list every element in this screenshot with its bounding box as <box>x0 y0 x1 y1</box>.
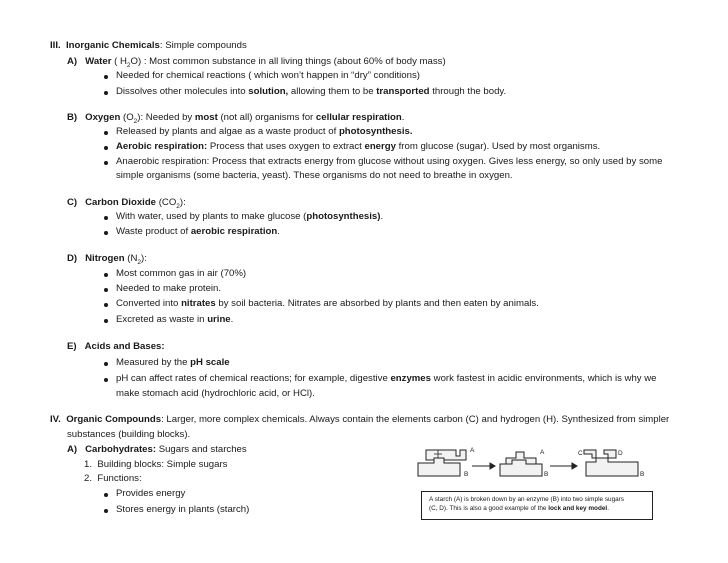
enzyme-shape <box>586 458 638 476</box>
item-letter: A) <box>67 444 78 455</box>
bold-term: cellular respiration <box>315 112 402 123</box>
oxygen-heading: B) Oxygen $(O_2)$: Needed by most (not all) organisms for cellular respiration. <box>67 112 405 125</box>
bold-term: enzymes <box>390 373 431 384</box>
bullet-dot <box>104 288 108 292</box>
bullet-dot <box>104 303 108 307</box>
text: Provides energy <box>116 488 186 499</box>
section-iii-heading <box>50 40 247 52</box>
bold-term: photosynthesis) <box>306 211 381 222</box>
co2-heading <box>67 197 186 209</box>
bold-term: photosynthesis. <box>338 126 413 137</box>
section-number: IV. <box>50 414 61 425</box>
text: . <box>607 505 609 512</box>
bold-term: lock and key model <box>548 505 608 512</box>
text: (C, D). This is also a good example of the <box>429 505 549 512</box>
arrow-head <box>572 463 577 469</box>
item-title: Water <box>85 56 112 67</box>
sugar-shape <box>604 450 616 458</box>
diagram-caption-box <box>421 491 653 520</box>
bullet-dot <box>104 216 108 220</box>
oxygen-bullet-2 <box>116 141 600 153</box>
text: . <box>277 226 280 237</box>
acids-bullet-2-cont <box>116 388 315 400</box>
label-b: B <box>640 471 645 478</box>
list-number: 2. <box>84 473 93 484</box>
bullet-dot <box>104 493 108 497</box>
nitrogen-bullet-2 <box>116 283 221 295</box>
carbs-bullet-1 <box>116 488 185 500</box>
enzyme-shape <box>418 458 460 476</box>
co2-bullet-1 <box>116 211 383 223</box>
text: Waste product of <box>116 226 191 237</box>
carbs-item-1 <box>84 459 227 471</box>
bullet-dot <box>104 231 108 235</box>
item-title: Acids and Bases: <box>84 341 165 352</box>
text: pH can affect rates of chemical reactions; for example, digestive <box>116 373 391 384</box>
bold-term: nitrates <box>181 298 216 309</box>
section-iv-cont <box>67 429 190 441</box>
text: work fastest in acidic environments, which is why we <box>430 373 657 384</box>
text: (CO <box>156 197 177 208</box>
subscript: 2 <box>137 258 141 266</box>
section-title: Inorganic Chemicals <box>66 40 160 51</box>
text: allowing them to be <box>288 86 377 97</box>
text: by soil bacteria. Nitrates are absorbed by plants and then eaten by animals. <box>215 298 539 309</box>
starch-shape <box>426 450 466 460</box>
text: Needed to make protein. <box>116 283 222 294</box>
text: make stomach acid (hydrochloric acid, or HCl). <box>116 388 315 399</box>
carbs-item-2 <box>84 473 142 485</box>
section-subtitle: : Simple compounds <box>159 40 247 51</box>
item-title: Carbohydrates: <box>85 444 157 455</box>
text: substances (building blocks). <box>67 429 191 440</box>
bullet-dot <box>104 146 108 150</box>
bold-term: pH scale <box>190 357 230 368</box>
text: : Larger, more complex chemicals. Always contain the elements carbon (C) and hydrogen (H). Synthesized from simpler <box>161 414 670 425</box>
text: Excreted as waste in <box>116 314 208 325</box>
text: Released by plants and algae as a waste product of <box>116 126 339 137</box>
text: Anaerobic respiration: Process that extracts energy from glucose without using oxygen. Gives less energy, so only used by some <box>116 156 663 167</box>
item-title: Nitrogen <box>85 253 125 264</box>
text: With water, used by plants to make glucose ( <box>116 211 307 222</box>
bold-term: urine <box>207 314 231 325</box>
bullet-dot <box>104 273 108 277</box>
label-a: A <box>470 447 475 454</box>
bold-term: energy <box>364 141 396 152</box>
text: Converted into <box>116 298 182 309</box>
label-c: C <box>578 450 583 457</box>
bold-term: aerobic respiration <box>190 226 278 237</box>
text: through the body. <box>429 86 507 97</box>
item-letter: D) <box>67 253 78 264</box>
item-letter: E) <box>67 341 77 352</box>
bold-term: most <box>194 112 218 123</box>
nitrogen-bullet-3 <box>116 298 539 310</box>
text: Functions: <box>97 473 142 484</box>
carbs-bullet-2 <box>116 504 249 516</box>
caption-line-1: A starch (A) is broken down by an enzyme (B) into two simple sugars <box>429 496 624 503</box>
item-letter: C) <box>67 197 78 208</box>
text: simple organisms (some bacteria, yeast). These organisms do not need to breathe in oxygen. <box>116 170 513 181</box>
text: Dissolves other molecules into <box>116 86 249 97</box>
text: ): <box>179 197 186 208</box>
text: Needed for chemical reactions ( which won’t happen in “dry” conditions) <box>116 70 420 81</box>
section-title: Organic Compounds <box>66 414 162 425</box>
text: Process that uses oxygen to extract <box>207 141 365 152</box>
bullet-dot <box>104 509 108 513</box>
carbs-heading <box>67 444 247 456</box>
bullet-dot <box>104 319 108 323</box>
co2-bullet-2 <box>116 226 280 238</box>
subscript: 2 <box>176 202 180 210</box>
text: Sugars and starches <box>156 444 247 455</box>
text: . <box>380 211 384 222</box>
item-title: Carbon Dioxide <box>85 197 157 208</box>
sugar-shape <box>584 450 596 458</box>
caption-line-2 <box>429 504 652 513</box>
text: (O <box>120 112 134 123</box>
bold-term: transported <box>376 86 430 97</box>
item-letter: B) <box>67 112 78 123</box>
arrow-head <box>490 463 495 469</box>
item-title: Oxygen <box>85 112 121 123</box>
item-letter: A) <box>67 56 78 67</box>
section-number: III. <box>50 40 61 51</box>
bold-term: solution, <box>248 86 289 97</box>
text: (not all) organisms for <box>217 112 316 123</box>
acids-bullet-1 <box>116 357 230 369</box>
bullet-dot <box>104 75 108 79</box>
water-heading <box>67 56 446 68</box>
text: ): Needed by <box>137 112 195 123</box>
text: Building blocks: Simple sugars <box>97 459 228 470</box>
text: Most common gas in air (70%) <box>116 268 247 279</box>
nitrogen-heading <box>67 253 147 265</box>
section-iv-heading <box>50 414 669 426</box>
subscript: 2 <box>133 117 138 125</box>
bullet-dot <box>104 378 108 382</box>
label-a: A <box>540 449 545 456</box>
text: ): <box>141 253 147 264</box>
text: . <box>230 314 234 325</box>
nitrogen-bullet-4 <box>116 314 233 326</box>
acids-bullet-2 <box>116 373 657 385</box>
bullet-dot <box>104 362 108 366</box>
oxygen-bullet-3-cont <box>116 170 513 182</box>
label-b: B <box>544 471 549 478</box>
subscript: 2 <box>126 61 131 69</box>
text: (N <box>124 253 138 264</box>
label-b: B <box>464 471 469 478</box>
text: Measured by the <box>116 357 191 368</box>
acids-heading <box>67 341 165 353</box>
bullet-dot <box>104 91 108 95</box>
text: O) : Most common substance in all living things (about 60% of body mass) <box>130 56 446 67</box>
label-d: D <box>618 450 623 457</box>
text: Stores energy in plants (starch) <box>116 504 250 515</box>
bold-term: Aerobic respiration: <box>116 141 208 152</box>
oxygen-bullet-1 <box>116 126 413 138</box>
bullet-dot <box>104 131 108 135</box>
nitrogen-bullet-1 <box>116 268 246 280</box>
text: from glucose (sugar). Used by most organisms. <box>395 141 601 152</box>
enzyme-diagram <box>412 436 662 486</box>
list-number: 1. <box>84 459 93 470</box>
bullet-dot <box>104 161 108 165</box>
oxygen-bullet-3 <box>116 156 662 168</box>
water-bullet-2 <box>116 86 506 98</box>
text: ( H <box>111 56 127 67</box>
water-bullet-1 <box>116 70 420 82</box>
